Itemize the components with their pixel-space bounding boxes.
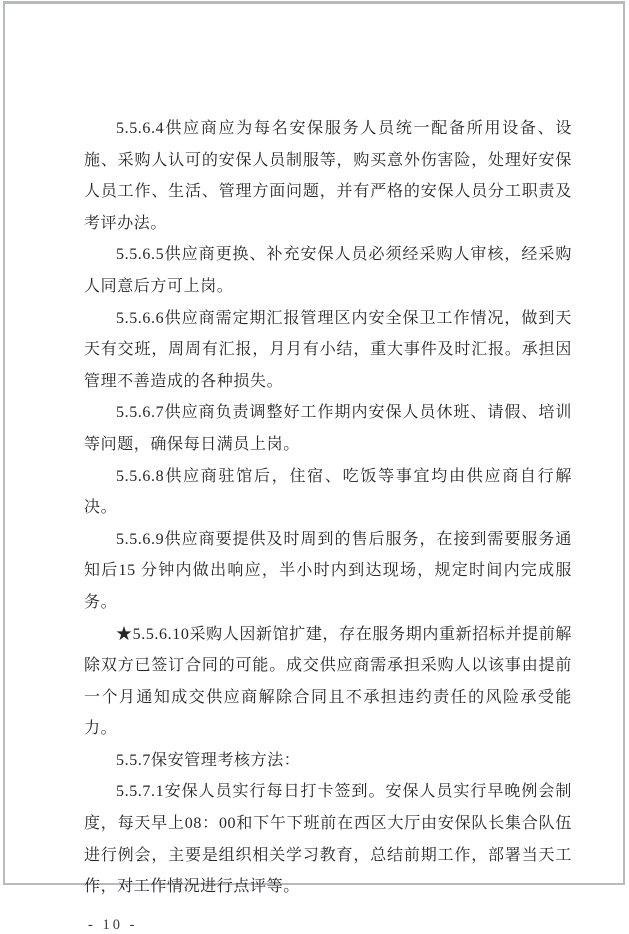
heading-5-5-7: 5.5.7保安管理考核方法： <box>116 751 301 769</box>
page-number: - 10 - <box>88 916 138 933</box>
paragraph-5-5-6-9: 5.5.6.9供应商要提供及时周到的售后服务，在接到需要服务通知后15 分钟内做出响应，半小时内到达现场，规定时间内完成服务。 <box>84 530 572 611</box>
paragraph-5-5-6-6: 5.5.6.6供应商需定期汇报管理区内安全保卫工作情况，做到天天有交班，周周有汇报，月月有小结，重大事件及时汇报。承担因管理不善造成的各种损失。 <box>84 309 572 390</box>
paragraph-5-5-6-7: 5.5.6.7供应商负责调整好工作期内安保人员休班、请假、培训等问题，确保每日满员上岗。 <box>84 404 572 453</box>
paragraph-5-5-7-1: 5.5.7.1安保人员实行每日打卡签到。安保人员实行早晚例会制度，每天早上08：00和下午下班前在西区大厅由安保队长集合队伍进行例会，主要是组织相关学习教育，总结前期工作，部署当天工作，对工作情况进行点评等。 <box>84 783 572 896</box>
paragraph-5-5-6-8: 5.5.6.8供应商驻馆后，住宿、吃饭等事宜均由供应商自行解决。 <box>84 467 572 517</box>
paragraph-5-5-6-10-starred: ★5.5.6.10采购人因新馆扩建，存在服务期内重新招标并提前解除双方已签订合同的可能。成交供应商需承担采购人以该事由提前一个月通知成交供应商解除合同且不承担违约责任的风险承受能力。 <box>84 625 572 738</box>
paragraph-5-5-6-4: 5.5.6.4供应商应为每名安保服务人员统一配备所用设备、设施、采购人认可的安保人员制服等，购买意外伤害险，处理好安保人员工作、生活、管理方面问题，并有严格的安保人员分工职责及考评办法。 <box>84 120 572 232</box>
paragraph-5-5-6-5: 5.5.6.5供应商更换、补充安保人员必须经采购人审核，经采购人同意后方可上岗。 <box>84 246 572 295</box>
